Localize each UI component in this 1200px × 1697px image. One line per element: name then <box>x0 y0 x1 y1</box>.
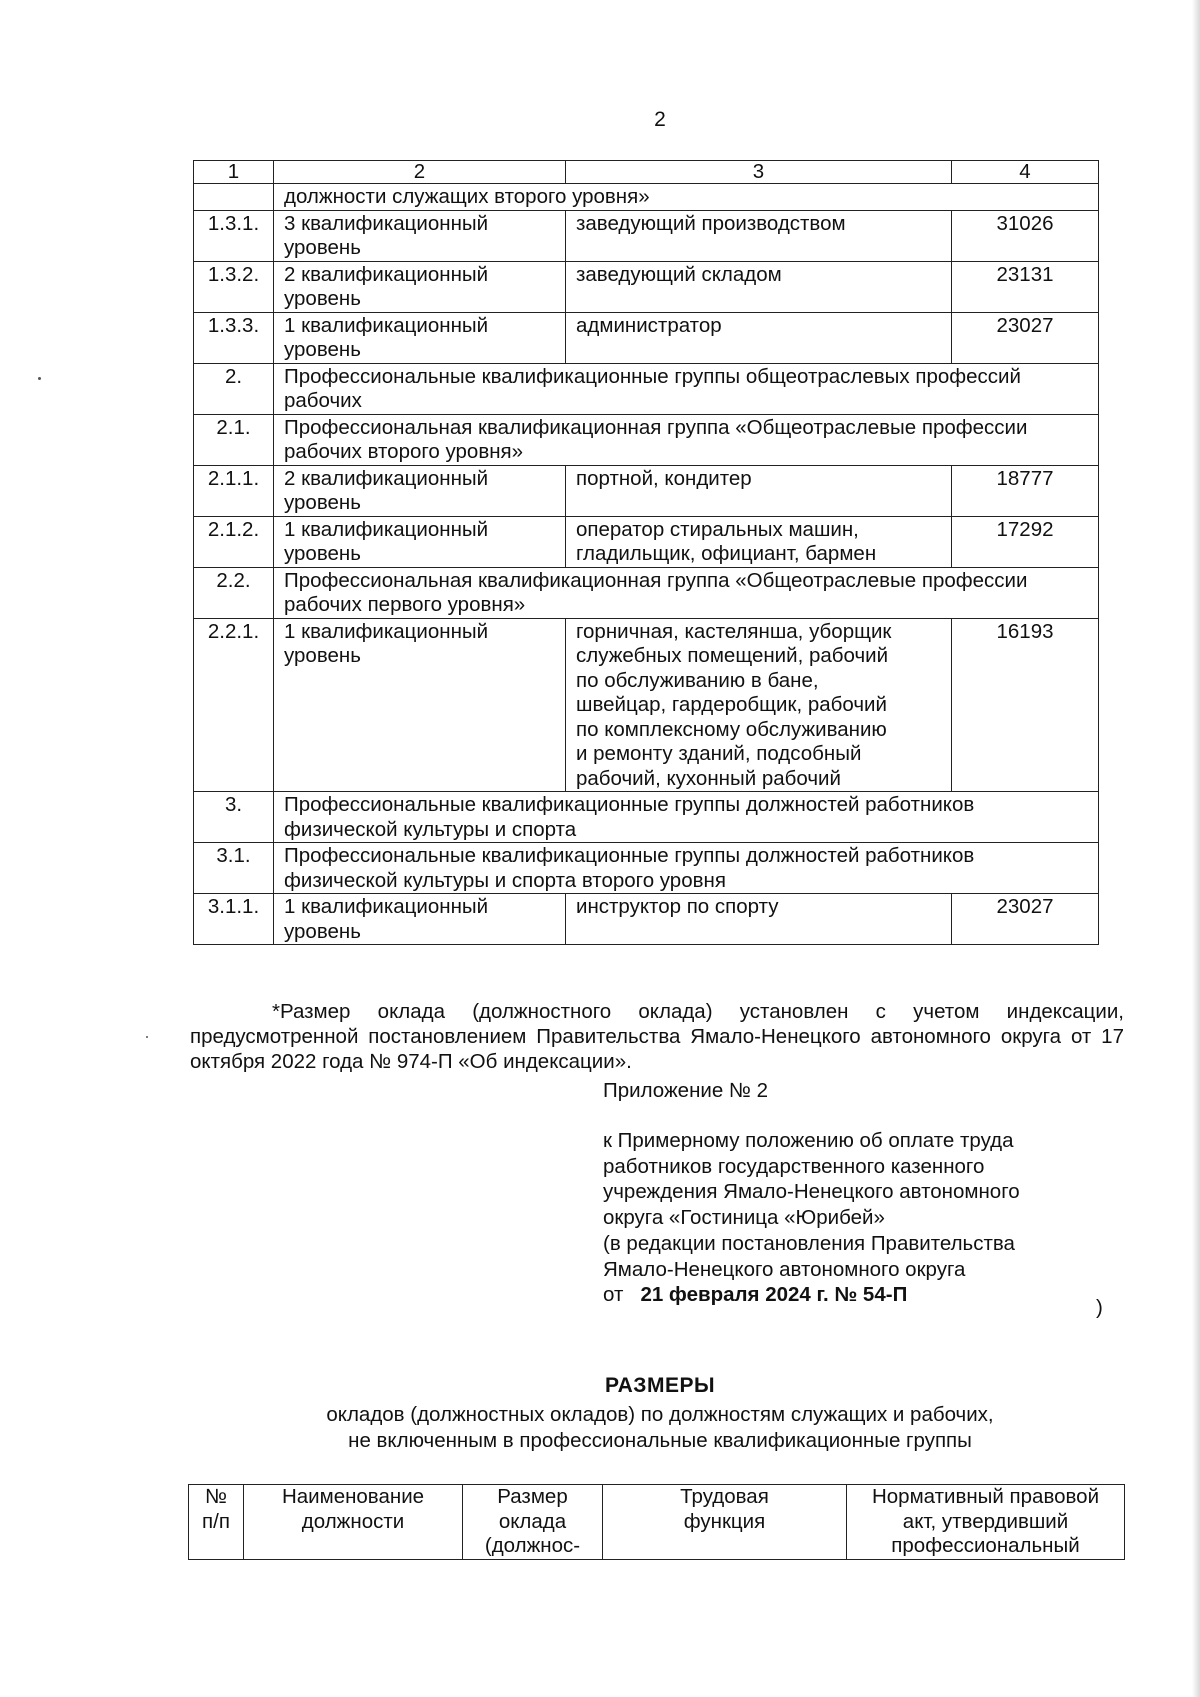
appendix-title: Приложение № 2 <box>603 1079 769 1102</box>
positions <box>566 894 952 945</box>
section-subheading <box>0 1402 1200 1453</box>
group-title: Профессиональные квалификационные группы общеотраслевых профессий рабочих <box>274 363 1099 414</box>
column-number: 2 <box>274 161 566 184</box>
scan-speck <box>38 377 41 380</box>
level-line: 1 квалификационный <box>284 619 489 643</box>
level-line: уровень <box>284 338 361 361</box>
row-number: 2.1.1. <box>194 465 274 516</box>
level-line: уровень <box>284 236 361 259</box>
column-header <box>244 1485 463 1560</box>
subheading-line: не включенным в профессиональные квалификационные группы <box>348 1428 972 1452</box>
qualification-level <box>274 210 566 261</box>
row-number: 2. <box>194 363 274 414</box>
header-line: (должнос- <box>484 1534 581 1557</box>
appendix-line: Ямало-Ненецкого автономного округа <box>603 1257 966 1281</box>
position-line: администратор <box>576 313 722 337</box>
row-number: 1.3.3. <box>194 312 274 363</box>
row-number: 3.1. <box>194 843 274 894</box>
level-line: уровень <box>284 542 361 565</box>
positions-table-header <box>188 1484 1125 1560</box>
group-row <box>194 792 1099 843</box>
salary: 23131 <box>952 261 1099 312</box>
positions <box>566 465 952 516</box>
level-line: 3 квалификационный <box>284 211 489 235</box>
position-line: горничная, кастелянша, уборщик <box>576 619 892 643</box>
salary: 17292 <box>952 516 1099 567</box>
table-row <box>194 261 1099 312</box>
group-row <box>194 184 1099 211</box>
salary: 18777 <box>952 465 1099 516</box>
header-line: Наименование <box>281 1485 425 1508</box>
column-number: 1 <box>194 161 274 184</box>
level-line: уровень <box>284 491 361 514</box>
table-header-row <box>189 1485 1125 1560</box>
appendix-line: (в редакции постановления Правительства <box>603 1231 1015 1255</box>
header-line: должности <box>301 1509 405 1533</box>
header-line: Нормативный правовой <box>871 1485 1100 1508</box>
positions <box>566 261 952 312</box>
group-title: Профессиональные квалификационные группы должностей работников физической культуры и спорта <box>274 792 1099 843</box>
position-line: заведующий складом <box>576 262 782 286</box>
salary: 23027 <box>952 894 1099 945</box>
appendix-line: работников государственного казенного <box>603 1154 985 1178</box>
table-row <box>194 516 1099 567</box>
header-line: профессиональный <box>891 1534 1080 1557</box>
row-number: 3.1.1. <box>194 894 274 945</box>
positions <box>566 516 952 567</box>
row-number <box>194 184 274 211</box>
appendix-line: к Примерному положению об оплате труда <box>603 1129 1014 1152</box>
row-number: 3. <box>194 792 274 843</box>
header-line: № <box>205 1485 227 1508</box>
from-prefix: от <box>603 1283 624 1307</box>
salary: 23027 <box>952 312 1099 363</box>
column-number: 4 <box>952 161 1099 184</box>
column-header <box>189 1485 244 1560</box>
header-line: функция <box>683 1509 766 1533</box>
qualification-level <box>274 894 566 945</box>
position-line: рабочий, кухонный рабочий <box>576 766 841 790</box>
appendix-date-line <box>603 1282 1123 1308</box>
group-title: Профессиональная квалификационная группа «Общеотраслевые профессии рабочих второго уровня» <box>274 414 1099 465</box>
column-header <box>847 1485 1125 1560</box>
group-row <box>194 567 1099 618</box>
qualification-level <box>274 261 566 312</box>
footnote-text: *Размер оклада (должностного оклада) установлен с учетом индексации, предусмотренной постановлением Правительства Ямало-Ненецкого автономного округа от 17 октября 2022 года № 974-П «Об индексации». <box>190 1000 1124 1073</box>
level-line: уровень <box>284 644 361 667</box>
level-line: 2 квалификационный <box>284 262 489 286</box>
positions <box>566 312 952 363</box>
decree-date-number: 21 февраля 2024 г. № 54-П <box>640 1283 908 1307</box>
position-line: оператор стиральных машин, <box>576 517 859 541</box>
group-row <box>194 843 1099 894</box>
group-row <box>194 363 1099 414</box>
column-number: 3 <box>566 161 952 184</box>
level-line: 1 квалификационный <box>284 895 489 918</box>
position-line: инструктор по спорту <box>576 895 779 918</box>
header-line: акт, утвердивший <box>902 1509 1069 1533</box>
position-line: гладильщик, официант, бармен <box>576 542 877 565</box>
level-line: 1 квалификационный <box>284 517 489 541</box>
scan-speck <box>146 1036 148 1038</box>
row-number: 2.1.2. <box>194 516 274 567</box>
salary: 31026 <box>952 210 1099 261</box>
row-number: 1.3.1. <box>194 210 274 261</box>
row-number: 2.1. <box>194 414 274 465</box>
position-line: заведующий производством <box>576 211 846 235</box>
column-header <box>463 1485 603 1560</box>
footnote <box>190 999 1124 1074</box>
appendix-line: округа «Гостиница «Юрибей» <box>603 1206 885 1230</box>
header-line: п/п <box>202 1509 230 1533</box>
row-number: 2.2. <box>194 567 274 618</box>
row-number: 1.3.2. <box>194 261 274 312</box>
page-number: 2 <box>654 108 666 131</box>
qualification-groups-table <box>193 160 1099 945</box>
closing-parenthesis: ) <box>1096 1296 1103 1319</box>
table-column-numbers <box>194 161 1099 184</box>
position-line: по комплексному обслуживанию <box>576 717 887 741</box>
salary: 16193 <box>952 618 1099 792</box>
level-line: 2 квалификационный <box>284 466 489 490</box>
group-title: Профессиональные квалификационные группы должностей работников физической культуры и спорта второго уровня <box>274 843 1099 894</box>
qualification-level <box>274 618 566 792</box>
table-row <box>194 894 1099 945</box>
group-title: должности служащих второго уровня» <box>274 184 1099 211</box>
level-line: уровень <box>284 919 361 943</box>
position-line: и ремонту зданий, подсобный <box>576 742 862 765</box>
row-number: 2.2.1. <box>194 618 274 792</box>
positions <box>566 210 952 261</box>
table-row <box>194 312 1099 363</box>
group-title: Профессиональная квалификационная группа «Общеотраслевые профессии рабочих первого уровня» <box>274 567 1099 618</box>
position-line: по обслуживанию в бане, <box>576 668 819 692</box>
table-row <box>194 465 1099 516</box>
header-line: Размер <box>497 1485 568 1508</box>
appendix-line: учреждения Ямало-Ненецкого автономного <box>603 1180 1020 1204</box>
header-line: оклада <box>498 1509 567 1533</box>
position-line: швейцар, гардеробщик, рабочий <box>576 693 887 716</box>
column-header <box>603 1485 847 1560</box>
level-line: уровень <box>284 287 361 310</box>
header-line: Трудовая <box>680 1485 769 1508</box>
appendix-header <box>603 1128 1123 1308</box>
level-line: 1 квалификационный <box>284 313 489 337</box>
position-line: портной, кондитер <box>576 466 752 490</box>
qualification-level <box>274 312 566 363</box>
table-row <box>194 210 1099 261</box>
qualification-level <box>274 465 566 516</box>
qualification-table-body <box>194 161 1099 945</box>
positions <box>566 618 952 792</box>
position-line: служебных помещений, рабочий <box>576 644 889 667</box>
qualification-level <box>274 516 566 567</box>
section-heading: РАЗМЕРЫ <box>604 1374 716 1397</box>
subheading-line: окладов (должностных окладов) по должностям служащих и рабочих, <box>326 1403 994 1426</box>
group-row <box>194 414 1099 465</box>
table-row <box>194 618 1099 792</box>
